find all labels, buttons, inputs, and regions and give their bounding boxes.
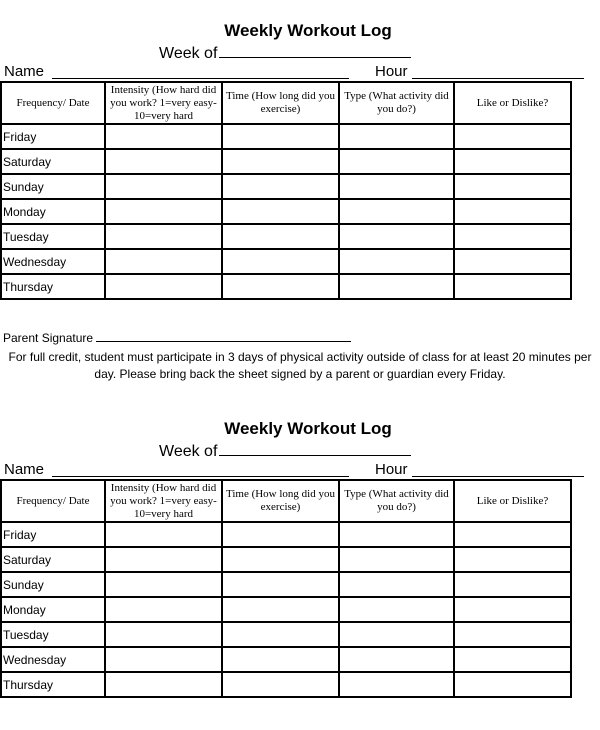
time-cell[interactable]: [222, 522, 339, 547]
intensity-cell[interactable]: [105, 274, 222, 299]
like-cell[interactable]: [454, 672, 571, 697]
time-cell[interactable]: [222, 622, 339, 647]
type-cell[interactable]: [339, 249, 454, 274]
type-cell[interactable]: [339, 224, 454, 249]
like-cell[interactable]: [454, 622, 571, 647]
header-like-dislike: Like or Dislike?: [454, 480, 571, 522]
log-title: Weekly Workout Log: [224, 21, 392, 40]
parent-signature-field[interactable]: [96, 330, 351, 342]
table-row: [1, 597, 571, 622]
table-row: [1, 647, 571, 672]
workout-table: [0, 81, 572, 300]
like-cell[interactable]: [454, 522, 571, 547]
table-row: [1, 124, 571, 149]
intensity-cell[interactable]: [105, 622, 222, 647]
header-intensity: Intensity (How hard did you work? 1=very easy-10=very hard: [105, 82, 222, 124]
day-label: Sunday: [1, 572, 105, 597]
time-cell[interactable]: [222, 672, 339, 697]
header-time: Time (How long did you exercise): [222, 480, 339, 522]
day-label: Thursday: [1, 672, 105, 697]
table-row: [1, 622, 571, 647]
intensity-cell[interactable]: [105, 149, 222, 174]
week-of-row: [159, 441, 411, 461]
day-label: Tuesday: [1, 224, 105, 249]
table-row: [1, 547, 571, 572]
hour-label: Hour: [375, 461, 408, 478]
type-cell[interactable]: [339, 597, 454, 622]
like-cell[interactable]: [454, 224, 571, 249]
week-of-field[interactable]: [219, 43, 411, 58]
intensity-cell[interactable]: [105, 224, 222, 249]
day-label: Friday: [1, 522, 105, 547]
type-cell[interactable]: [339, 174, 454, 199]
header-intensity: Intensity (How hard did you work? 1=very easy-10=very hard: [105, 480, 222, 522]
table-row: [1, 572, 571, 597]
name-field[interactable]: [52, 78, 349, 79]
intensity-cell[interactable]: [105, 199, 222, 224]
time-cell[interactable]: [222, 597, 339, 622]
table-row: [1, 274, 571, 299]
type-cell[interactable]: [339, 522, 454, 547]
table-row: [1, 249, 571, 274]
parent-signature-label: Parent Signature: [3, 331, 94, 345]
table-header-row: [1, 480, 571, 522]
intensity-cell[interactable]: [105, 547, 222, 572]
week-of-label: Week of: [159, 45, 218, 62]
table-header-row: [1, 82, 571, 124]
day-label: Wednesday: [1, 249, 105, 274]
table-row: [1, 149, 571, 174]
intensity-cell[interactable]: [105, 174, 222, 199]
time-cell[interactable]: [222, 274, 339, 299]
day-label: Monday: [1, 199, 105, 224]
type-cell[interactable]: [339, 547, 454, 572]
table-row: [1, 174, 571, 199]
hour-field[interactable]: [412, 476, 584, 477]
like-cell[interactable]: [454, 274, 571, 299]
intensity-cell[interactable]: [105, 522, 222, 547]
header-time: Time (How long did you exercise): [222, 82, 339, 124]
like-cell[interactable]: [454, 597, 571, 622]
header-frequency-date: Frequency/ Date: [1, 480, 105, 522]
name-label: Name: [4, 461, 45, 478]
header-type: Type (What activity did you do?): [339, 480, 454, 522]
time-cell[interactable]: [222, 547, 339, 572]
type-cell[interactable]: [339, 572, 454, 597]
name-label: Name: [4, 63, 45, 80]
instructions-note: For full credit, student must participate in 3 days of physical activity outside of class for at least 20 minutes per day. Please bring back the sheet signed by a parent or guardian every Friday.: [8, 350, 592, 381]
type-cell[interactable]: [339, 622, 454, 647]
type-cell[interactable]: [339, 647, 454, 672]
day-label: Thursday: [1, 274, 105, 299]
type-cell[interactable]: [339, 124, 454, 149]
time-cell[interactable]: [222, 174, 339, 199]
like-cell[interactable]: [454, 249, 571, 274]
intensity-cell[interactable]: [105, 124, 222, 149]
header-type: Type (What activity did you do?): [339, 82, 454, 124]
like-cell[interactable]: [454, 149, 571, 174]
time-cell[interactable]: [222, 149, 339, 174]
time-cell[interactable]: [222, 572, 339, 597]
like-cell[interactable]: [454, 174, 571, 199]
header-frequency-date: Frequency/ Date: [1, 82, 105, 124]
week-of-row: [159, 43, 411, 63]
day-label: Saturday: [1, 149, 105, 174]
intensity-cell[interactable]: [105, 597, 222, 622]
header-like-dislike: Like or Dislike?: [454, 82, 571, 124]
type-cell[interactable]: [339, 199, 454, 224]
type-cell[interactable]: [339, 274, 454, 299]
time-cell[interactable]: [222, 249, 339, 274]
table-row: [1, 199, 571, 224]
time-cell[interactable]: [222, 199, 339, 224]
time-cell[interactable]: [222, 124, 339, 149]
workout-table: [0, 479, 572, 698]
log-title: Weekly Workout Log: [224, 419, 392, 438]
intensity-cell[interactable]: [105, 249, 222, 274]
hour-label: Hour: [375, 63, 408, 80]
type-cell[interactable]: [339, 672, 454, 697]
intensity-cell[interactable]: [105, 647, 222, 672]
like-cell[interactable]: [454, 199, 571, 224]
parent-signature-row: [3, 330, 351, 345]
table-row: [1, 672, 571, 697]
like-cell[interactable]: [454, 124, 571, 149]
like-cell[interactable]: [454, 572, 571, 597]
intensity-cell[interactable]: [105, 672, 222, 697]
intensity-cell[interactable]: [105, 572, 222, 597]
name-field[interactable]: [52, 476, 349, 477]
time-cell[interactable]: [222, 647, 339, 672]
table-row: [1, 224, 571, 249]
like-cell[interactable]: [454, 647, 571, 672]
day-label: Monday: [1, 597, 105, 622]
day-label: Wednesday: [1, 647, 105, 672]
day-label: Friday: [1, 124, 105, 149]
week-of-field[interactable]: [219, 441, 411, 456]
table-row: [1, 522, 571, 547]
day-label: Sunday: [1, 174, 105, 199]
time-cell[interactable]: [222, 224, 339, 249]
day-label: Saturday: [1, 547, 105, 572]
day-label: Tuesday: [1, 622, 105, 647]
like-cell[interactable]: [454, 547, 571, 572]
hour-field[interactable]: [412, 78, 584, 79]
type-cell[interactable]: [339, 149, 454, 174]
week-of-label: Week of: [159, 443, 218, 460]
